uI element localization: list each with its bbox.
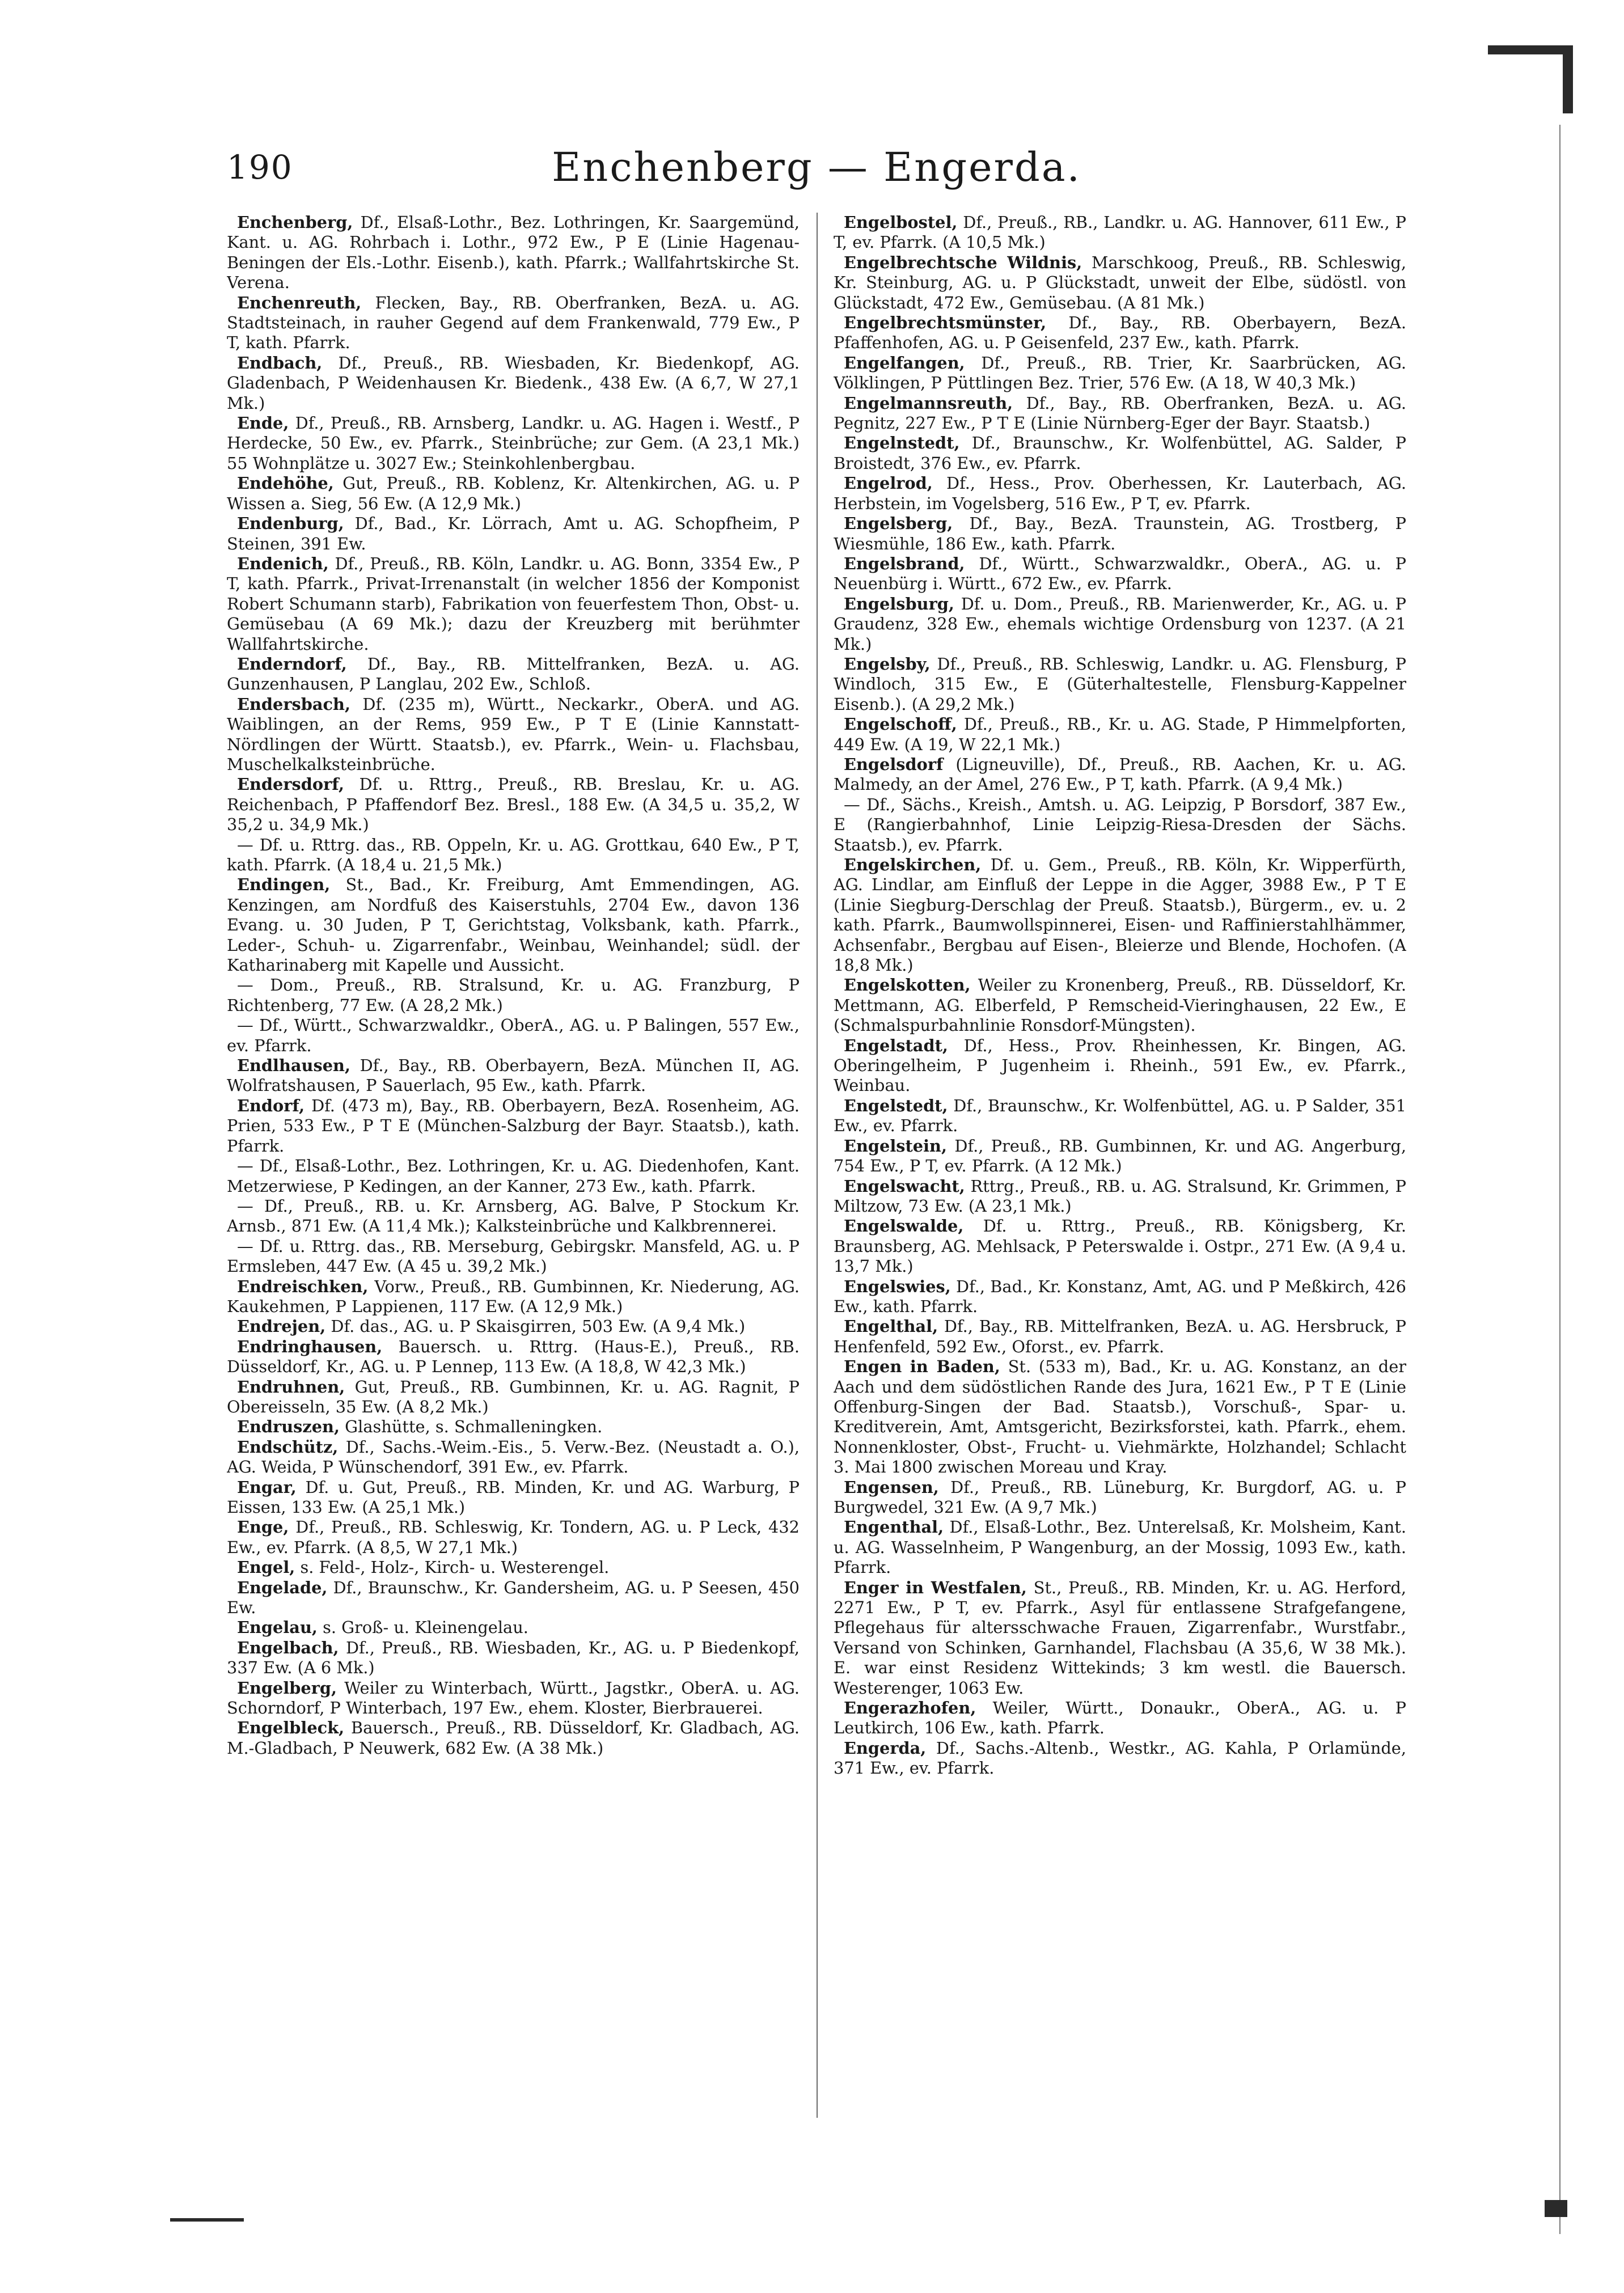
entry-text: Df., Braunschw., Kr. Wolfenbüttel, AG. u. P Salder, 351 Ew., ev. Pfarrk.	[834, 1095, 1406, 1136]
gazetteer-entry	[834, 1698, 1406, 1738]
entry-headword: Engelbrechtsche Wildnis,	[844, 252, 1082, 272]
entry-headword: Enger in Westfalen,	[844, 1577, 1027, 1597]
entry-text: Df., Württ., Schwarzwaldkr., OberA., AG. u. P Neuenbürg i. Württ., 672 Ew., ev. Pfarrk.	[834, 553, 1406, 594]
gazetteer-entry	[227, 473, 800, 514]
gazetteer-entry	[834, 1136, 1406, 1177]
entry-headword: Engelrod,	[844, 473, 933, 493]
page-header	[227, 145, 1406, 201]
entry-headword: Endruszen,	[237, 1417, 340, 1437]
entry-headword: Endersdorf,	[237, 775, 345, 794]
entry-headword: Engen in Baden,	[844, 1357, 1000, 1377]
gazetteer-entry	[227, 554, 800, 654]
entry-text: Df. das., AG. u. P Skaisgirren, 503 Ew. (A 9,4 Mk.)	[331, 1317, 746, 1336]
gazetteer-entry	[227, 514, 800, 554]
gazetteer-entry	[834, 1177, 1406, 1217]
entry-headword: Engenthal,	[844, 1517, 944, 1537]
entry-text: Df., Braunschw., Kr. Gandersheim, AG. u. P Seesen, 450 Ew.	[227, 1577, 800, 1618]
entry-headword: Engelsbrand,	[844, 553, 965, 573]
entry-text: Df., Preuß., RB. Wiesbaden, Kr. Biedenkopf, AG. Gladenbach, P Weidenhausen Kr. Biedenk., 438 Ew. (A 6,7, W 27,1 Mk.)	[227, 353, 800, 413]
entry-headword: Engelfangen,	[844, 353, 965, 373]
gazetteer-entry	[227, 413, 800, 473]
entry-headword: Endreischken,	[237, 1276, 369, 1296]
entry-headword: Engerda,	[844, 1738, 927, 1758]
entry-text: Df., Elsaß-Lothr., Bez. Lothringen, Kr. Saargemünd, Kant. u. AG. Rohrbach i. Lothr., 972 Ew., P E (Linie Hagenau-Beningen der Els.-Lothr. Eisenb.), kath. Pfarrk.; Wallfahrtskirche St. Verena.	[227, 213, 800, 293]
entry-text: — Df., Elsaß-Lothr., Bez. Lothringen, Kr. u. AG. Diedenhofen, Kant. Metzerwiese, P Kedingen, an der Kanner, 273 Ew., kath. Pfarrk.	[227, 1156, 800, 1196]
entry-text: Df., Bay., RB. Mittelfranken, BezA. u. AG. Gunzenhausen, P Langlau, 202 Ew., Schloß.	[227, 654, 800, 694]
entry-text: Df., Preuß., RB. Schleswig, Landkr. u. AG. Flensburg, P Windloch, 315 Ew., E (Güterhaltestelle, Flensburg-Kappelner Eisenb.). (A 29,2 Mk.)	[834, 654, 1406, 714]
gazetteer-entry	[227, 1517, 800, 1558]
entry-text: Marschkoog, Preuß., RB. Schleswig, Kr. Steinburg, AG. u. P Glückstadt, unweit der Elbe, südöstl. von Glückstadt, 472 Ew., Gemüsebau. (A 81 Mk.)	[834, 252, 1406, 312]
gazetteer-entry	[834, 353, 1406, 394]
entry-text: St. (533 m), Bad., Kr. u. AG. Konstanz, an der Aach und dem südöstlichen Rande des Jura, 1621 Ew., P T E (Linie Offenburg-Singen der Bad. Staatsb.), Vorschuß-, Spar- u. Kreditverein, Amt, Amtsgericht, Bezirksforstei, kath. Pfarrk., ehem. Nonnenkloster, Obst-, Frucht- u. Viehmärkte, Holzhandel; Schlacht 3. Mai 1800 zwischen Moreau und Kray.	[834, 1357, 1406, 1477]
entry-headword: Endruhnen,	[237, 1377, 345, 1397]
entry-text: Df., Preuß., RB., Kr. u. AG. Stade, P Himmelpforten, 449 Ew. (A 19, W 22,1 Mk.)	[834, 714, 1406, 754]
entry-text: Bauersch., Preuß., RB. Düsseldorf, Kr. Gladbach, AG. M.-Gladbach, P Neuwerk, 682 Ew. (A 38 Mk.)	[227, 1718, 800, 1758]
entry-text: Df., Hess., Prov. Oberhessen, Kr. Lauterbach, AG. Herbstein, im Vogelsberg, 516 Ew., P T, ev. Pfarrk.	[834, 473, 1406, 513]
entry-text: Gut, Preuß., RB. Gumbinnen, Kr. u. AG. Ragnit, P Obereisseln, 35 Ew. (A 8,2 Mk.)	[227, 1377, 800, 1416]
entry-headword: Enchenreuth,	[237, 293, 362, 312]
entry-text: s. Groß- u. Kleinengelau.	[323, 1618, 528, 1638]
entry-text: Rttrg., Preuß., RB. u. AG. Stralsund, Kr. Grimmen, P Miltzow, 73 Ew. (A 23,1 Mk.)	[834, 1176, 1406, 1216]
entry-text: Df., Preuß., RB. Schleswig, Kr. Tondern, AG. u. P Leck, 432 Ew., ev. Pfarrk. (A 8,5, W 27,1 Mk.)	[227, 1517, 800, 1557]
running-head: Enchenberg — Engerda.	[552, 144, 1081, 191]
gazetteer-entry	[834, 1578, 1406, 1698]
gazetteer-entry	[834, 313, 1406, 353]
gazetteer-entry	[227, 213, 800, 293]
entry-text: Df., Preuß., RB. Trier, Kr. Saarbrücken, AG. Völklingen, P Püttlingen Bez. Trier, 576 Ew. (A 18, W 40,3 Mk.)	[834, 353, 1406, 393]
page-edge-line	[1559, 125, 1560, 2234]
left-column	[227, 213, 800, 2118]
entry-headword: Endenich,	[237, 553, 329, 573]
entry-headword: Engelswacht,	[844, 1176, 965, 1196]
entry-headword: Engelstedt,	[844, 1095, 948, 1115]
entry-text: Vorw., Preuß., RB. Gumbinnen, Kr. Niederung, AG. Kaukehmen, P Lappienen, 117 Ew. (A 12,9 Mk.)	[227, 1276, 800, 1316]
entry-text: Df., Hess., Prov. Rheinhessen, Kr. Bingen, AG. Oberingelheim, P Jugenheim i. Rheinh., 591 Ew., ev. Pfarrk., Weinbau.	[834, 1035, 1406, 1095]
entry-text: — Df., Württ., Schwarzwaldkr., OberA., AG. u. P Balingen, 557 Ew., ev. Pfarrk.	[227, 1016, 800, 1055]
gazetteer-entry	[834, 1216, 1406, 1276]
entry-text: Weiler zu Winterbach, Württ., Jagstkr., OberA. u. AG. Schorndorf, P Winterbach, 197 Ew., ehem. Kloster, Bierbrauerei.	[227, 1678, 800, 1718]
gazetteer-entry	[834, 213, 1406, 253]
gazetteer-entry	[227, 1056, 800, 1096]
entry-headword: Engensen,	[844, 1477, 939, 1497]
entry-text: Df. u. Gut, Preuß., RB. Minden, Kr. und AG. Warburg, P Eissen, 133 Ew. (A 25,1 Mk.)	[227, 1477, 800, 1517]
entry-headword: Endringhausen,	[237, 1336, 383, 1356]
entry-text: Df. u. Dom., Preuß., RB. Marienwerder, Kr., AG. u. P Graudenz, 328 Ew., ehemals wichtige Ordensburg von 1237. (A 21 Mk.)	[834, 594, 1406, 654]
entry-text: Df. (235 m), Württ., Neckarkr., OberA. und AG. Waiblingen, an der Rems, 959 Ew., P T E (Linie Kannstatt-Nördlingen der Württ. Staatsb.), ev. Pfarrk., Wein- u. Flachsbau, Muschelkalksteinbrüche.	[227, 694, 800, 774]
gazetteer-entry	[227, 1156, 800, 1196]
entry-text: Df., Preuß., RB. Arnsberg, Landkr. u. AG. Hagen i. Westf., P Herdecke, 50 Ew., ev. Pfarrk., Steinbrüche; zur Gem. (A 23,1 Mk.) 55 Wohnplätze u. 3027 Ew.; Steinkohlenbergbau.	[227, 413, 800, 473]
gazetteer-entry	[227, 654, 800, 695]
entry-headword: Endschütz,	[237, 1437, 339, 1457]
gazetteer-entry	[834, 855, 1406, 975]
page-number: 190	[227, 148, 293, 187]
entry-text: Df., Bay., RB. Oberfranken, BezA. u. AG. Pegnitz, 227 Ew., P T E (Linie Nürnberg-Eger der Bayr. Staatsb.)	[834, 393, 1406, 433]
entry-headword: Engelsburg,	[844, 594, 954, 614]
entry-headword: Engelswies,	[844, 1276, 951, 1296]
entry-headword: Engelsdorf	[844, 754, 944, 774]
gazetteer-entry	[227, 1478, 800, 1518]
entry-headword: Engelberg,	[237, 1678, 337, 1698]
gazetteer-entry	[834, 714, 1406, 755]
entry-headword: Enderndorf,	[237, 654, 347, 674]
entry-text: — Df. u. Rttrg. das., RB. Merseburg, Gebirgskr. Mansfeld, AG. u. P Ermsleben, 447 Ew. (A 45 u. 39,2 Mk.)	[227, 1236, 800, 1276]
entry-headword: Engelmannsreuth,	[844, 393, 1013, 413]
column-divider	[817, 213, 818, 2118]
entry-text: St., Preuß., RB. Minden, Kr. u. AG. Herford, 2271 Ew., P T, ev. Pfarrk., Asyl für entlassene Strafgefangene, Pflegehaus für altersschwache Frauen, Zigarrenfabr., Wurstfabr., Versand von Schinken, Garnhandel, Flachsbau (A 35,6, W 38 Mk.). E. war einst Residenz Wittekinds; 3 km westl. die Bauersch. Westerenger, 1063 Ew.	[834, 1577, 1406, 1698]
gazetteer-entry	[834, 1357, 1406, 1477]
gazetteer-entry	[834, 1478, 1406, 1518]
gazetteer-entry	[227, 835, 800, 875]
entry-headword: Endrejen,	[237, 1317, 326, 1336]
entry-text: Df., Bay., BezA. Traunstein, AG. Trostberg, P Wiesmühle, 186 Ew., kath. Pfarrk.	[834, 514, 1406, 553]
entry-headword: Engelnstedt,	[844, 433, 960, 453]
gazetteer-entry	[834, 975, 1406, 1035]
entry-text: — Df., Sächs., Kreish., Amtsh. u. AG. Leipzig, P Borsdorf, 387 Ew., E (Rangierbahnhof, Linie Leipzig-Riesa-Dresden der Sächs. Staatsb.), ev. Pfarrk.	[834, 794, 1406, 854]
gazetteer-entry	[227, 1417, 800, 1437]
entry-headword: Endingen,	[237, 875, 331, 895]
entry-headword: Engelsberg,	[844, 514, 953, 534]
gazetteer-entry	[227, 775, 800, 835]
gazetteer-entry	[227, 1578, 800, 1618]
entry-headword: Engelskotten,	[844, 975, 971, 995]
gazetteer-entry	[834, 514, 1406, 554]
entry-headword: Engelskirchen,	[844, 855, 982, 874]
entry-headword: Engelsby,	[844, 654, 931, 674]
entry-text: Df., Preuß., RB. Köln, Landkr. u. AG. Bonn, 3354 Ew., P T, kath. Pfarrk., Privat-Irrenanstalt (in welcher 1856 der Komponist Robert Schumann starb), Fabrikation von feuerfestem Thon, Obst- u. Gemüsebau (A 69 Mk.); dazu der Kreuzberg mit berühmter Wallfahrtskirche.	[227, 553, 800, 654]
scan-corner-mark	[1545, 2200, 1567, 2217]
entry-text: s. Feld-, Holz-, Kirch- u. Westerengel.	[300, 1558, 610, 1577]
gazetteer-entry	[227, 1718, 800, 1758]
entry-text: — Df. u. Rttrg. das., RB. Oppeln, Kr. u. AG. Grottkau, 640 Ew., P T, kath. Pfarrk. (A 18,4 u. 21,5 Mk.)	[227, 835, 800, 874]
entry-headword: Engar,	[237, 1477, 297, 1497]
entry-text: — Df., Preuß., RB. u. Kr. Arnsberg, AG. Balve, P Stockum Kr. Arnsb., 871 Ew. (A 11,4 Mk.); Kalksteinbrüche und Kalkbrennerei.	[227, 1196, 800, 1236]
gazetteer-entry	[834, 433, 1406, 473]
entry-headword: Endorf,	[237, 1095, 305, 1115]
gazetteer-entry	[834, 394, 1406, 434]
gazetteer-entry	[227, 875, 800, 975]
gazetteer-entry	[834, 253, 1406, 313]
entry-headword: Engerazhofen,	[844, 1698, 976, 1718]
gazetteer-entry	[834, 1517, 1406, 1577]
entry-text: Flecken, Bay., RB. Oberfranken, BezA. u. AG. Stadtsteinach, in rauher Gegend auf dem Frankenwald, 779 Ew., P T, kath. Pfarrk.	[227, 293, 800, 353]
gazetteer-entry	[227, 1558, 800, 1577]
gazetteer-entry	[227, 695, 800, 775]
entry-headword: Engelstein,	[844, 1136, 948, 1156]
scan-edge-mark-vertical	[1563, 45, 1573, 113]
entry-text: (Ligneuville), Df., Preuß., RB. Aachen, Kr. u. AG. Malmedy, an der Amel, 276 Ew., P T, kath. Pfarrk. (A 9,4 Mk.)	[834, 754, 1406, 794]
entry-text: Df., Bad., Kr. Konstanz, Amt, AG. und P Meßkirch, 426 Ew., kath. Pfarrk.	[834, 1276, 1406, 1316]
entry-text: Df., Preuß., RB. Wiesbaden, Kr., AG. u. P Biedenkopf, 337 Ew. (A 6 Mk.)	[227, 1638, 800, 1678]
entry-headword: Endbach,	[237, 353, 323, 373]
entry-text: Df., Bad., Kr. Lörrach, Amt u. AG. Schopfheim, P Steinen, 391 Ew.	[227, 514, 800, 553]
gazetteer-entry	[834, 1096, 1406, 1136]
entry-text: Glashütte, s. Schmalleningken.	[345, 1417, 603, 1437]
entry-headword: Engelade,	[237, 1577, 328, 1597]
gazetteer-entry	[227, 293, 800, 353]
right-column	[834, 213, 1406, 2118]
gazetteer-entry	[227, 1377, 800, 1418]
gazetteer-entry	[227, 1016, 800, 1056]
gazetteer-entry	[834, 473, 1406, 514]
entry-text: Df., Preuß., RB. Gumbinnen, Kr. und AG. Angerburg, 754 Ew., P T, ev. Pfarrk. (A 12 Mk.)	[834, 1136, 1406, 1176]
entry-text: Df., Sachs.-Altenb., Westkr., AG. Kahla, P Orlamünde, 371 Ew., ev. Pfarrk.	[834, 1738, 1406, 1778]
entry-headword: Engelbrechtsmünster,	[844, 313, 1047, 333]
gazetteer-entry	[834, 1317, 1406, 1357]
entry-headword: Enchenberg,	[237, 213, 353, 232]
entry-text: Weiler, Württ., Donaukr., OberA., AG. u. P Leutkirch, 106 Ew., kath. Pfarrk.	[834, 1698, 1406, 1738]
gazetteer-entry	[227, 1317, 800, 1336]
gazetteer-entry	[834, 795, 1406, 855]
gazetteer-entry	[227, 1337, 800, 1377]
entry-text: Df., Sachs.-Weim.-Eis., 5. Verw.-Bez. (Neustadt a. O.), AG. Weida, P Wünschendorf, 391 Ew., ev. Pfarrk.	[227, 1437, 800, 1477]
entry-text: Df., Preuß., RB. Lüneburg, Kr. Burgdorf, AG. u. P Burgwedel, 321 Ew. (A 9,7 Mk.)	[834, 1477, 1406, 1517]
gazetteer-entry	[834, 755, 1406, 795]
gazetteer-entry	[227, 1196, 800, 1237]
gazetteer-entry	[227, 1678, 800, 1719]
gazetteer-entry	[227, 975, 800, 1016]
entry-headword: Engelau,	[237, 1618, 318, 1638]
entry-headword: Engel,	[237, 1558, 295, 1577]
gazetteer-entry	[834, 554, 1406, 594]
gazetteer-entry	[227, 1638, 800, 1678]
entry-text: Df., Braunschw., Kr. Wolfenbüttel, AG. Salder, P Broistedt, 376 Ew., ev. Pfarrk.	[834, 433, 1406, 473]
entry-text: Df. u. Rttrg., Preuß., RB. Breslau, Kr. u. AG. Reichenbach, P Pfaffendorf Bez. Bresl., 188 Ew. (A 34,5 u. 35,2, W 35,2 u. 34,9 Mk.)	[227, 775, 800, 835]
entry-text: Df. u. Gem., Preuß., RB. Köln, Kr. Wipperfürth, AG. Lindlar, am Einfluß der Leppe in die Agger, 3988 Ew., P T E (Linie Siegburg-Derschlag der Preuß. Staatsb.), Bürgerm., ev. u. 2 kath. Pfarrk., Baumwollspinnerei, Eisen- und Raffinierstahlhämmer, Achsenfabr., Bergbau auf Eisen-, Bleierze und Blende, Hochofen. (A 18,8 Mk.)	[834, 855, 1406, 975]
entry-text: Df., Bay., RB. Mittelfranken, BezA. u. AG. Hersbruck, P Henfenfeld, 592 Ew., Oforst., ev. Pfarrk.	[834, 1317, 1406, 1356]
entry-text: Df., Preuß., RB., Landkr. u. AG. Hannover, 611 Ew., P T, ev. Pfarrk. (A 10,5 Mk.)	[834, 213, 1406, 252]
scan-edge-mark	[1488, 45, 1573, 54]
entry-headword: Engelswalde,	[844, 1216, 964, 1236]
gazetteer-entry	[227, 1096, 800, 1156]
entry-text: Weiler zu Kronenberg, Preuß., RB. Düsseldorf, Kr. Mettmann, AG. Elberfeld, P Remscheid-Vieringhausen, 22 Ew., E (Schmalspurbahnlinie Ronsdorf-Müngsten).	[834, 975, 1406, 1035]
entry-headword: Endenburg,	[237, 514, 344, 534]
entry-headword: Endlhausen,	[237, 1056, 350, 1076]
entry-headword: Engelbach,	[237, 1638, 339, 1657]
gazetteer-entry	[227, 1437, 800, 1478]
entry-text: Df., Bay., RB. Oberbayern, BezA. Pfaffenhofen, AG. u. P Geisenfeld, 237 Ew., kath. Pfarrk.	[834, 313, 1406, 353]
entry-headword: Enge,	[237, 1517, 289, 1537]
gazetteer-entry	[834, 1738, 1406, 1779]
gazetteer-entry	[227, 1237, 800, 1277]
entry-text: Df., Elsaß-Lothr., Bez. Unterelsaß, Kr. Molsheim, Kant. u. AG. Wasselnheim, P Wangenburg, an der Mossig, 1093 Ew., kath. Pfarrk.	[834, 1517, 1406, 1577]
entry-headword: Engelschoff,	[844, 714, 957, 734]
entry-text: — Dom., Preuß., RB. Stralsund, Kr. u. AG. Franzburg, P Richtenberg, 77 Ew. (A 28,2 Mk.)	[227, 975, 800, 1015]
entry-headword: Engelbleck,	[237, 1718, 345, 1738]
entry-text: St., Bad., Kr. Freiburg, Amt Emmendingen, AG. Kenzingen, am Nordfuß des Kaiserstuhls, 2704 Ew., davon 136 Evang. u. 30 Juden, P T, Gerichtstag, Volksbank, kath. Pfarrk., Leder-, Schuh- u. Zigarrenfabr., Weinbau, Weinhandel; südl. der Katharinaberg mit Kapelle und Aussicht.	[227, 875, 800, 975]
footer-rule	[170, 2218, 244, 2222]
entry-text: Df., Bay., RB. Oberbayern, BezA. München II, AG. Wolfratshausen, P Sauerlach, 95 Ew., kath. Pfarrk.	[227, 1056, 800, 1095]
entry-text: Bauersch. u. Rttrg. (Haus-E.), Preuß., RB. Düsseldorf, Kr., AG. u. P Lennep, 113 Ew. (A 18,8, W 42,3 Mk.)	[227, 1336, 800, 1377]
gazetteer-entry	[834, 594, 1406, 654]
gazetteer-entry	[227, 1618, 800, 1638]
gazetteer-entry	[227, 353, 800, 413]
entry-headword: Endehöhe,	[237, 473, 334, 493]
entry-headword: Engelthal,	[844, 1317, 938, 1336]
entry-headword: Endersbach,	[237, 694, 351, 714]
entry-headword: Engelbostel,	[844, 213, 958, 232]
entry-headword: Engelstadt,	[844, 1035, 948, 1055]
gazetteer-entry	[227, 1277, 800, 1317]
entry-text: Df. u. Rttrg., Preuß., RB. Königsberg, Kr. Braunsberg, AG. Mehlsack, P Peterswalde i. Ostpr., 271 Ew. (A 9,4 u. 13,7 Mk.)	[834, 1216, 1406, 1276]
entry-text: Df. (473 m), Bay., RB. Oberbayern, BezA. Rosenheim, AG. Prien, 533 Ew., P T E (München-Salzburg der Bayr. Staatsb.), kath. Pfarrk.	[227, 1095, 800, 1156]
gazetteer-entry	[834, 654, 1406, 714]
entry-headword: Ende,	[237, 413, 289, 433]
entry-text: Gut, Preuß., RB. Koblenz, Kr. Altenkirchen, AG. u. P Wissen a. Sieg, 56 Ew. (A 12,9 Mk.)	[227, 473, 800, 513]
gazetteer-entry	[834, 1036, 1406, 1096]
gazetteer-entry	[834, 1277, 1406, 1317]
